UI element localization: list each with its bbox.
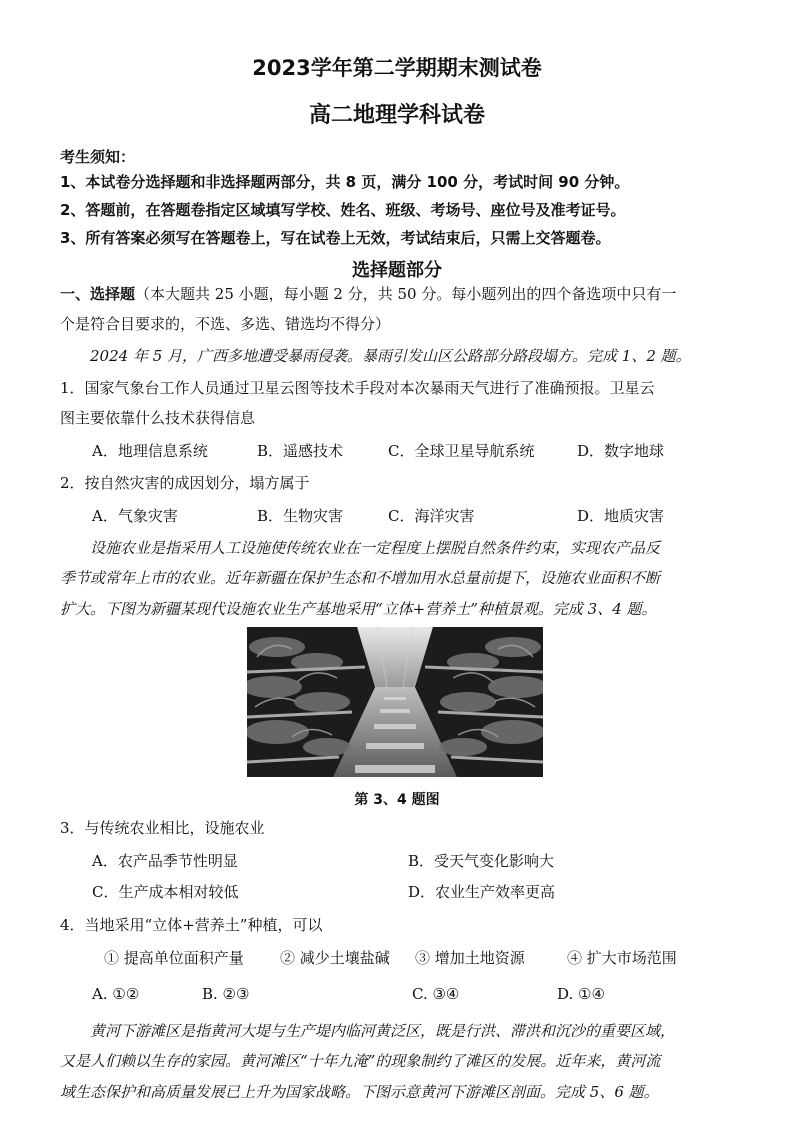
q3-option-a: A．农产品季节性明显 xyxy=(92,852,238,870)
q4-statement-4: ④ 扩大市场范围 xyxy=(567,949,677,967)
q1-option-c: C．全球卫星导航系统 xyxy=(388,442,535,460)
q4-option-c: C. ③④ xyxy=(412,985,460,1003)
figure-caption: 第 3、4 题图 xyxy=(354,792,440,808)
q4-statement-3: ③ 增加土地资源 xyxy=(415,949,525,967)
q4-option-a: A. ①② xyxy=(92,985,140,1003)
passage-2-line2: 季节或常年上市的农业。近年新疆在保护生态和不增加用水总量前提下，设施农业面积不断 xyxy=(60,569,661,587)
q2-option-b: B．生物灾害 xyxy=(257,507,344,525)
q3-option-d: D．农业生产效率更高 xyxy=(408,883,556,901)
section-title: 选择题部分 xyxy=(352,260,442,281)
q1-stem-line2: 图主要依靠什么技术获得信息 xyxy=(60,409,256,427)
notice-heading: 考生须知： xyxy=(60,148,136,166)
q1-option-d: D．数字地球 xyxy=(577,442,665,460)
q4-statement-1: ① 提高单位面积产量 xyxy=(104,949,244,967)
part-label: 一、选择题 xyxy=(60,285,136,303)
q1-option-b: B．遥感技术 xyxy=(257,442,344,460)
greenhouse-illustration xyxy=(247,627,543,777)
q3-option-b: B．受天气变化影响大 xyxy=(408,852,555,870)
part-desc: （本大题共 25 小题，每小题 2 分，共 50 分。每小题列出的四个备选项中只有一 xyxy=(135,285,677,303)
passage-3-line3: 域生态保护和高质量发展已上升为国家战略。下图示意黄河下游滩区剖面。完成 5、6 题。 xyxy=(60,1083,659,1101)
exam-subtitle: 高二地理学科试卷 xyxy=(308,103,485,128)
q2-option-c: C．海洋灾害 xyxy=(388,507,475,525)
q4-stem: 4．当地采用“立体+营养土”种植，可以 xyxy=(60,916,323,934)
q2-stem: 2．按自然灾害的成因划分，塌方属于 xyxy=(60,474,310,492)
q2-option-a: A．气象灾害 xyxy=(92,507,178,525)
passage-2-line3: 扩大。下图为新疆某现代设施农业生产基地采用“立体+营养土”种植景观。完成 3、4 题。 xyxy=(60,600,657,618)
q3-option-c: C．生产成本相对较低 xyxy=(92,883,239,901)
passage-1: 2024 年 5 月，广西多地遭受暴雨侵袭。暴雨引发山区公路部分路段塌方。完成 1、2 题。 xyxy=(90,347,691,365)
q2-option-d: D．地质灾害 xyxy=(577,507,665,525)
exam-title: 2023学年第二学期期末测试卷 xyxy=(252,56,542,80)
q1-stem-line1: 1．国家气象台工作人员通过卫星云图等技术手段对本次暴雨天气进行了准确预报。卫星云 xyxy=(60,379,655,397)
passage-2-line1: 设施农业是指采用人工设施使传统农业在一定程度上摆脱自然条件约束，实现农产品反 xyxy=(90,539,661,557)
passage-3-line1: 黄河下游滩区是指黄河大堤与生产堤内临河黄泛区，既是行洪、滞洪和沉沙的重要区域， xyxy=(90,1022,676,1040)
q4-option-d: D. ①④ xyxy=(557,985,605,1003)
q4-option-b: B. ②③ xyxy=(202,985,250,1003)
part-description-line1 xyxy=(60,283,676,304)
notice-item-3: 3、所有答案必须写在答题卷上，写在试卷上无效，考试结束后，只需上交答题卷。 xyxy=(60,229,611,247)
part-description-line2: 个是符合目要求的，不选、多选、错选均不得分） xyxy=(60,315,391,333)
notice-item-2: 2、答题前，在答题卷指定区域填写学校、姓名、班级、考场号、座位号及准考证号。 xyxy=(60,201,626,219)
greenhouse-photo xyxy=(247,627,543,777)
q1-option-a: A．地理信息系统 xyxy=(92,442,208,460)
q4-statement-2: ② 减少土壤盐碱 xyxy=(280,949,390,967)
q3-stem: 3．与传统农业相比，设施农业 xyxy=(60,819,265,837)
passage-3-line2: 又是人们赖以生存的家园。黄河滩区“十年九淹”的现象制约了滩区的发展。近年来，黄河流 xyxy=(60,1052,661,1070)
notice-item-1: 1、本试卷分选择题和非选择题两部分，共 8 页，满分 100 分，考试时间 90 分钟。 xyxy=(60,173,630,191)
